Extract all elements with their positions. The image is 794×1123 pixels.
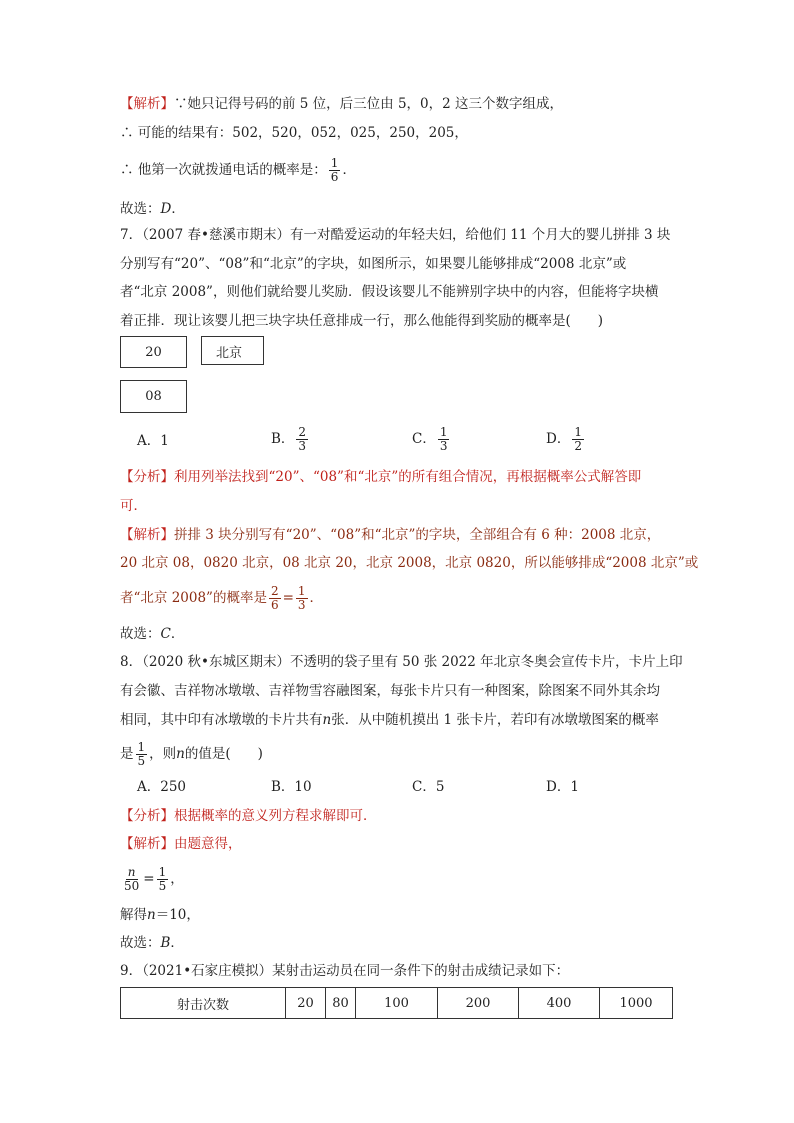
q8-jiexi [120, 834, 242, 854]
q8-stem-line4 [120, 741, 263, 768]
q7-jiexi-line3-pre: 者“北京 2008”的概率是 [120, 590, 267, 606]
q6-fraction-numerator: 1 [330, 156, 339, 170]
q6-jiexi-line3 [120, 157, 356, 184]
q7-answer [120, 624, 184, 644]
q7-option-b-den: 3 [298, 439, 307, 453]
q8-eq-den: 50 [124, 879, 140, 893]
q8-stem-line1: 8．（2020 秋•东城区期末）不透明的袋子里有 50 张 2022 年北京冬奥会宣传卡片，卡片上印 [120, 654, 683, 670]
q8-line4-den: 5 [137, 754, 146, 768]
q8-option-d[interactable]: D．1 [546, 779, 579, 795]
q7-option-d-den: 2 [574, 439, 582, 453]
q7-fraction-2-6 [269, 585, 281, 612]
q8-option-a[interactable]: A．250 [137, 779, 187, 795]
q7-fenxi-text1: 利用列举法找到“20”、“08”和“北京”的所有组合情况，再根据概率公式解答即 [174, 469, 642, 485]
q9-stem-line1: 9．（2021•石家庄模拟）某射击运动员在同一条件下的射击成绩记录如下： [120, 963, 570, 979]
q6-probability-fraction [329, 157, 341, 184]
q7-option-d-num: 1 [574, 425, 582, 439]
q6-answer-letter: D [160, 201, 172, 217]
q7-fenxi-line2: 可． [120, 498, 147, 514]
q8-eq-num-var: n [127, 865, 136, 879]
q8-equation [120, 866, 184, 893]
q6-answer-pre: 故选： [120, 201, 161, 217]
q7-answer-pre: 故选： [120, 626, 161, 642]
q7-option-d-label: D． [546, 431, 571, 447]
q6-line3-pre: ∴ 他第一次就拨通电话的概率是： [120, 162, 327, 178]
q7-block-20-label: 20 [145, 344, 162, 360]
table-cell: 20 [286, 988, 326, 1019]
q8-option-b[interactable]: B．10 [271, 779, 312, 795]
q7-period: ． [309, 590, 324, 606]
q7-jiexi-tag: 【解析】 [120, 527, 174, 543]
q8-eq-post: ， [170, 871, 184, 887]
q7-option-b-num: 2 [298, 425, 307, 439]
q6-fraction-denominator: 6 [330, 170, 339, 184]
q8-jiexi-tag: 【解析】 [120, 836, 174, 852]
q8-answer-letter: B [160, 935, 171, 951]
q8-solve-var: n [147, 907, 156, 923]
q8-line3-var: n [322, 712, 332, 728]
q8-eq-rnum: 1 [158, 865, 167, 879]
q7-block-08 [120, 380, 187, 413]
q7-f2-num: 1 [297, 584, 306, 598]
q7-jiexi-line3 [120, 585, 323, 612]
q7-stem-line1: 7．（2007 春•慈溪市期末）有一对酷爱运动的年轻夫妇，给他们 11 个月大的婴儿拼排 3 块 [120, 227, 671, 243]
q8-eq-right-fraction [157, 866, 169, 893]
q7-option-c-den: 3 [439, 439, 448, 453]
q9-shooting-record-table [120, 987, 673, 1019]
q7-block-beijing-label: 北京 [216, 346, 243, 361]
q7-option-d[interactable] [546, 426, 586, 453]
q8-answer-post: ． [170, 935, 184, 951]
q7-option-c-label: C． [412, 431, 436, 447]
q7-option-b[interactable] [271, 426, 310, 453]
q8-stem-line3 [120, 710, 659, 730]
q7-option-a[interactable]: A．1 [137, 433, 169, 449]
q8-solution [120, 905, 200, 925]
q7-stem-line2: 分别写有“20”、“08”和“北京”的字块，如图所示，如果婴儿能够排成“2008 北京”或 [120, 256, 627, 272]
q8-answer-pre: 故选： [120, 935, 161, 951]
q8-eq-num [126, 866, 138, 880]
q8-option-c[interactable]: C．5 [412, 779, 445, 795]
q7-f2-den: 3 [297, 598, 306, 612]
q8-jiexi-text: 由题意得， [174, 836, 242, 852]
q7-option-c[interactable] [412, 426, 451, 453]
q8-line4-var: n [176, 746, 185, 762]
q7-jiexi-text1: 拼排 3 块分别写有“20”、“08”和“北京”的字块，全部组合有 6 种：2008 北京， [174, 527, 661, 543]
q6-jiexi-tag: 【解析】 [120, 96, 174, 112]
q7-stem-line4: 着正排．现让该婴儿把三块字块任意排成一行，那么他能得到奖励的概率是( ) [120, 313, 604, 329]
table-cell: 80 [326, 988, 356, 1019]
q8-eq-sign: = [143, 871, 155, 887]
q7-block-beijing [201, 336, 264, 365]
q8-solve-post: ＝10， [155, 907, 200, 923]
q7-fenxi-line1 [120, 467, 641, 487]
q8-line3-pre: 相同，其中印有冰墩墩的卡片共有 [120, 712, 323, 728]
q7-option-b-fraction [296, 426, 308, 453]
q6-jiexi-line2: ∴ 可能的结果有：502，520，052，025，250，205， [120, 125, 468, 141]
q7-option-c-num: 1 [439, 425, 448, 439]
q6-answer [120, 199, 185, 219]
table-cell: 1000 [600, 988, 673, 1019]
table-header-cell: 射击次数 [121, 988, 286, 1019]
q7-fraction-1-3 [296, 585, 308, 612]
q8-answer [120, 933, 184, 953]
q7-block-08-label: 08 [145, 389, 162, 404]
q7-f1-den: 6 [270, 598, 279, 612]
q7-equals: = [282, 590, 294, 606]
q7-fenxi-tag: 【分析】 [120, 469, 174, 485]
q7-block-20 [120, 336, 187, 368]
table-cell: 100 [356, 988, 438, 1019]
table-row [121, 988, 673, 1019]
q7-option-c-fraction [438, 426, 450, 453]
q8-stem-line2: 有会徽、吉祥物冰墩墩、吉祥物雪容融图案，每张卡片只有一种图案，除图案不同外其余均 [120, 683, 660, 699]
q7-option-b-label: B． [271, 431, 295, 447]
q8-eq-left-fraction [122, 866, 141, 893]
q8-line4-mid: ，则 [149, 746, 177, 762]
q6-jiexi-line1 [120, 94, 563, 114]
q8-fenxi-tag: 【分析】 [120, 808, 174, 824]
q7-jiexi-line1 [120, 525, 660, 545]
q6-line3-post: ． [342, 162, 356, 178]
q8-line3-post: 张．从中随机摸出 1 张卡片，若印有冰墩墩图案的概率 [331, 712, 659, 728]
q7-option-d-fraction [572, 426, 584, 453]
q8-line4-post: 的值是( ) [184, 746, 263, 762]
q6-answer-post: ． [171, 201, 185, 217]
q8-fenxi [120, 806, 377, 826]
q7-f1-num: 2 [270, 584, 279, 598]
q8-fraction-1-5 [136, 741, 148, 768]
q8-line4-num: 1 [137, 740, 146, 754]
q7-jiexi-line2: 20 北京 08，0820 北京，08 北京 20，北京 2008，北京 0820，所以能够排成“2008 北京”或 [120, 555, 699, 571]
q7-answer-letter: C [160, 626, 171, 642]
q7-answer-post: ． [170, 626, 185, 642]
table-cell: 200 [438, 988, 519, 1019]
q8-solve-pre: 解得 [120, 907, 147, 923]
q8-line4-pre: 是 [120, 746, 134, 762]
q8-fenxi-text: 根据概率的意义列方程求解即可． [174, 808, 377, 824]
q6-jiexi-text1: ∵她只记得号码的前 5 位，后三位由 5，0，2 这三个数字组成， [174, 96, 564, 112]
q8-eq-rden: 5 [158, 879, 167, 893]
q7-stem-line3: 者“北京 2008”，则他们就给婴儿奖励．假设该婴儿不能辨别字块中的内容，但能将字块横 [120, 284, 659, 300]
table-cell: 400 [519, 988, 600, 1019]
